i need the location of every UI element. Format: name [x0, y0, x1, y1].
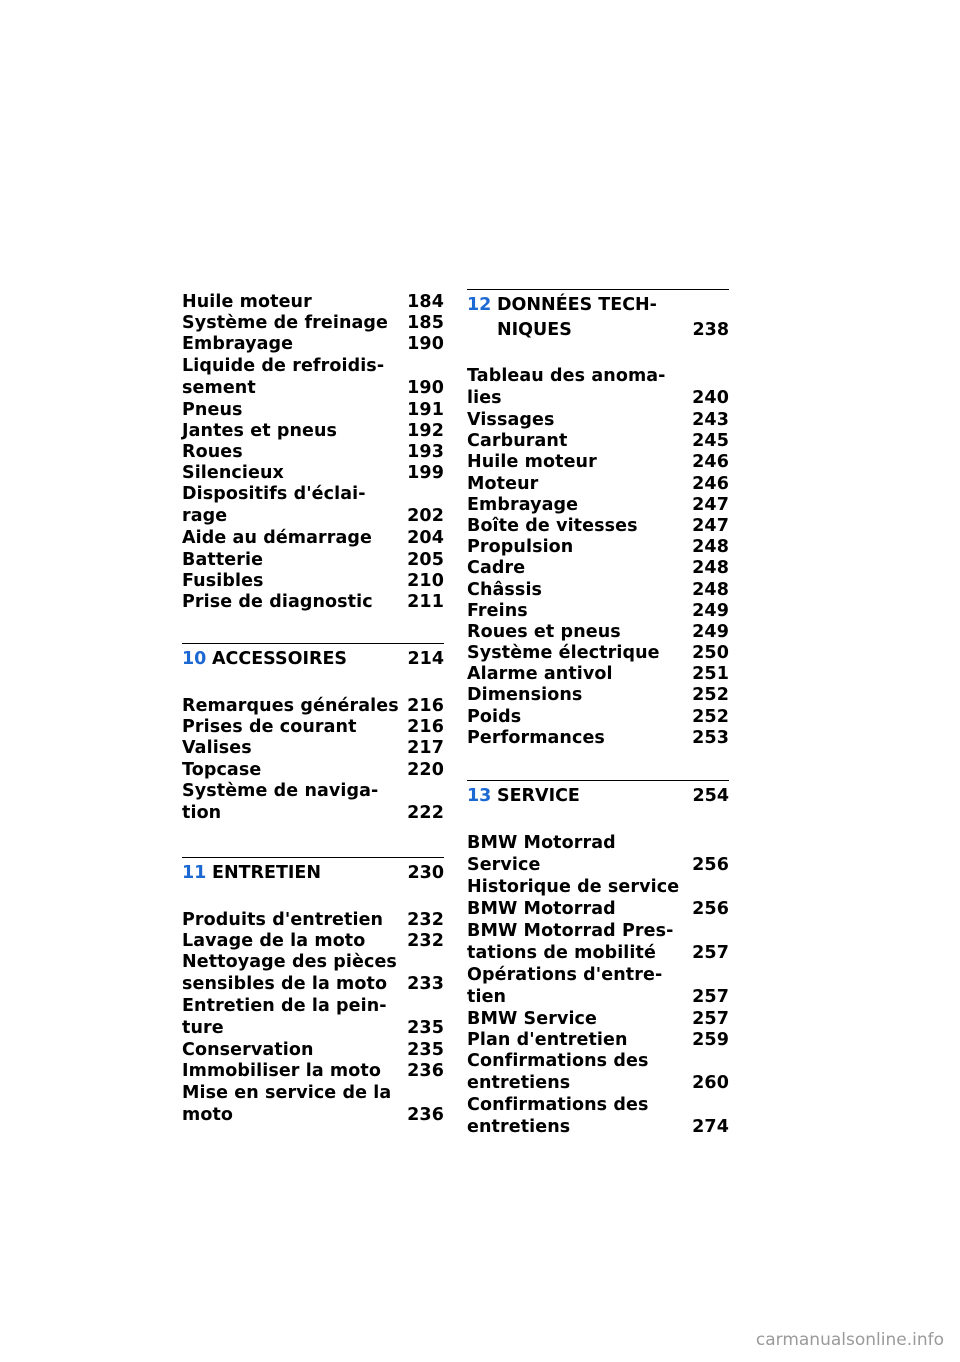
toc-entry[interactable]: [467, 580, 729, 601]
toc-entry[interactable]: [467, 1030, 729, 1051]
toc-entry-page: 252: [692, 685, 729, 706]
toc-entry[interactable]: [182, 781, 444, 825]
toc-entry-title-continued: entretiens: [467, 1117, 571, 1138]
toc-entry-page: 259: [692, 1030, 729, 1051]
toc-entry-title: Nettoyage des pièces: [182, 952, 397, 973]
toc-entry-title: Propulsion: [467, 537, 574, 558]
toc-entry-page: 190: [407, 377, 444, 398]
toc-entry[interactable]: [467, 728, 729, 749]
toc-entry-title-continued: moto: [182, 1104, 234, 1125]
toc-entry[interactable]: [467, 1051, 729, 1095]
toc-entry-title: Plan d'entretien: [467, 1030, 628, 1051]
toc-entry-page: 185: [407, 313, 444, 334]
toc-entry[interactable]: [467, 410, 729, 431]
toc-entry-title: Pneus: [182, 399, 243, 420]
toc-entry-page: 216: [407, 717, 444, 738]
toc-entry-page: 243: [692, 410, 729, 430]
toc-entry[interactable]: [467, 707, 729, 728]
toc-entry-title: Immobiliser la moto: [182, 1061, 381, 1082]
toc-entry[interactable]: [182, 313, 444, 334]
toc-entry[interactable]: [467, 622, 729, 643]
toc-entry[interactable]: [182, 334, 444, 355]
chapter-title: ENTRETIEN: [212, 862, 322, 883]
chapter-title: SERVICE: [497, 786, 580, 806]
toc-entry-page: 233: [407, 974, 444, 995]
toc-entry-page: 248: [692, 558, 729, 579]
toc-entry-title: Poids: [467, 706, 522, 727]
toc-entry-title: Dispositifs d'éclai-: [182, 484, 366, 505]
toc-entry[interactable]: [182, 996, 444, 1040]
toc-entry-page: 205: [407, 549, 444, 570]
toc-entry-page: 211: [407, 591, 444, 612]
toc-entry-title-continued: ture: [182, 1018, 224, 1039]
toc-entry-title: Embrayage: [182, 334, 294, 355]
toc-entry-page: 217: [407, 738, 444, 759]
toc-entry-title-continued: rage: [182, 506, 228, 527]
toc-entry[interactable]: [182, 442, 444, 463]
toc-entry[interactable]: [182, 571, 444, 592]
toc-entry-page: 252: [692, 706, 729, 727]
toc-entry-title-continued: tion: [182, 802, 222, 823]
toc-entry-title: Freins: [467, 600, 528, 621]
toc-entry-title: Prises de courant: [182, 717, 357, 738]
toc-entry-page: 240: [692, 388, 729, 408]
toc-entry[interactable]: [182, 696, 444, 717]
chapter-number: 12: [467, 295, 492, 315]
toc-entry[interactable]: [467, 452, 729, 473]
chapter-page: 230: [407, 862, 444, 883]
toc-entry[interactable]: [467, 495, 729, 516]
toc-right-column: [467, 289, 729, 1139]
toc-entry-page: 256: [692, 855, 729, 875]
chapter-title: DONNÉES TECH-: [497, 295, 657, 315]
toc-entry-title: Alarme antivol: [467, 664, 613, 685]
toc-entry[interactable]: [182, 1083, 444, 1127]
toc-entry[interactable]: [467, 537, 729, 558]
toc-entry-title: Jantes et pneus: [182, 420, 338, 441]
toc-group-left-b: [182, 696, 444, 825]
toc-entry-page: 250: [692, 643, 729, 664]
toc-entry[interactable]: [182, 421, 444, 442]
toc-entry-title: Carburant: [467, 431, 568, 452]
toc-entry[interactable]: [182, 1061, 444, 1082]
toc-entry-page: 245: [692, 431, 729, 452]
toc-entry[interactable]: [182, 738, 444, 759]
toc-entry[interactable]: [182, 952, 444, 996]
toc-entry-title: Lavage de la moto: [182, 931, 366, 951]
chapter-page: 254: [692, 786, 729, 806]
toc-entry-title: Huile moteur: [467, 452, 597, 473]
toc-entry[interactable]: [467, 366, 729, 410]
toc-entry[interactable]: [467, 664, 729, 685]
toc-entry-page: 199: [407, 463, 444, 484]
toc-entry[interactable]: [182, 400, 444, 421]
toc-entry[interactable]: [467, 558, 729, 579]
toc-entry-page: 210: [407, 570, 444, 591]
toc-entry-page: 204: [407, 528, 444, 549]
toc-entry-title-continued: tien: [467, 987, 507, 1007]
toc-entry-title: Système de freinage: [182, 313, 389, 334]
toc-entry-title-continued: tations de mobilité: [467, 943, 656, 963]
toc-entry[interactable]: [467, 877, 729, 921]
toc-entry[interactable]: [467, 1009, 729, 1030]
toc-entry-page: 253: [692, 727, 729, 748]
chapter-heading-13[interactable]: [467, 780, 729, 833]
toc-entry-title: Fusibles: [182, 570, 264, 591]
chapter-title: ACCESSOIRES: [212, 649, 348, 670]
toc-entry-title-continued: sensibles de la moto: [182, 974, 388, 995]
toc-entry-page: 249: [692, 600, 729, 621]
toc-entry-page: 256: [692, 899, 729, 919]
toc-entry[interactable]: [467, 474, 729, 495]
toc-group-left-a: [182, 292, 444, 613]
toc-entry-title: Remarques générales: [182, 696, 399, 717]
toc-entry[interactable]: [182, 463, 444, 484]
toc-entry-title-continued: entretiens: [467, 1073, 571, 1094]
toc-entry-title-continued: sement: [182, 377, 256, 398]
toc-entry-title: Mise en service de la: [182, 1082, 392, 1103]
toc-left-column: [182, 292, 444, 1127]
toc-entry[interactable]: [182, 484, 444, 528]
toc-entry[interactable]: [467, 833, 729, 877]
watermark: carmanualsonline.info: [755, 1330, 944, 1350]
toc-entry[interactable]: [182, 910, 444, 931]
chapter-number: 11: [182, 862, 207, 883]
toc-entry[interactable]: [182, 760, 444, 781]
toc-entry[interactable]: [182, 528, 444, 549]
toc-entry[interactable]: [182, 292, 444, 313]
toc-entry-title: Topcase: [182, 759, 262, 780]
chapter-page: 238: [692, 320, 729, 340]
toc-group-right-b: [467, 833, 729, 1139]
toc-entry-title: Performances: [467, 727, 605, 748]
toc-entry-title: Confirmations des: [467, 1095, 649, 1116]
toc-entry-page: 246: [692, 452, 729, 473]
toc-entry-page: 249: [692, 621, 729, 642]
toc-entry-title: BMW Motorrad: [467, 833, 616, 853]
toc-entry-page: 257: [692, 1009, 729, 1029]
toc-entry[interactable]: [182, 592, 444, 613]
chapter-heading-10[interactable]: [182, 643, 444, 696]
toc-entry-page: 247: [692, 515, 729, 536]
toc-group-right-a: [467, 366, 729, 749]
toc-entry-page: 232: [407, 909, 444, 930]
toc-entry-page: 202: [407, 506, 444, 527]
toc-entry-title: Cadre: [467, 558, 526, 579]
chapter-page: 214: [407, 649, 444, 670]
toc-entry[interactable]: [467, 643, 729, 664]
toc-entry-page: 191: [407, 399, 444, 420]
toc-entry-title: Châssis: [467, 579, 543, 600]
toc-entry-title: BMW Motorrad Pres-: [467, 921, 674, 941]
toc-entry-page: 190: [407, 334, 444, 355]
toc-entry[interactable]: [467, 921, 729, 965]
chapter-number: 13: [467, 786, 492, 806]
toc-entry-title-continued: Service: [467, 855, 541, 875]
toc-entry-page: 184: [407, 292, 444, 312]
toc-entry-title: Dimensions: [467, 685, 583, 706]
toc-entry-title: BMW Service: [467, 1009, 598, 1029]
toc-entry-title: Entretien de la pein-: [182, 996, 387, 1017]
toc-entry-title: Historique de service: [467, 877, 680, 897]
toc-entry[interactable]: [467, 965, 729, 1009]
toc-entry[interactable]: [182, 931, 444, 952]
toc-entry-title: Tableau des anoma-: [467, 366, 666, 386]
toc-entry[interactable]: [182, 356, 444, 400]
toc-entry-page: 232: [407, 931, 444, 951]
toc-entry-title: Valises: [182, 738, 252, 759]
toc-entry-page: 192: [407, 420, 444, 441]
toc-entry[interactable]: [182, 717, 444, 738]
toc-entry-page: 248: [692, 579, 729, 600]
toc-entry-page: 251: [692, 664, 729, 685]
toc-entry-page: 235: [407, 1040, 444, 1061]
toc-entry-title: Roues et pneus: [467, 621, 621, 642]
toc-entry-page: 247: [692, 494, 729, 515]
toc-entry-title: Système de naviga-: [182, 780, 379, 801]
toc-entry[interactable]: [467, 516, 729, 537]
toc-entry-page: 220: [407, 759, 444, 780]
chapter-title-continued: NIQUES: [497, 320, 572, 340]
toc-entry-title: Aide au démarrage: [182, 528, 372, 549]
toc-entry-title: Huile moteur: [182, 292, 312, 312]
toc-entry-title: Embrayage: [467, 494, 579, 515]
chapter-number: 10: [182, 649, 207, 670]
toc-entry-title-continued: BMW Motorrad: [467, 899, 616, 919]
toc-entry[interactable]: [467, 685, 729, 706]
toc-entry-page: 193: [407, 441, 444, 462]
toc-entry-page: 222: [407, 802, 444, 823]
toc-entry-title: Batterie: [182, 549, 264, 570]
toc-entry-page: 274: [692, 1117, 729, 1138]
toc-entry-title-continued: lies: [467, 388, 502, 408]
toc-entry-page: 235: [407, 1018, 444, 1039]
toc-entry-page: 257: [692, 987, 729, 1007]
toc-entry-title: Silencieux: [182, 463, 284, 484]
toc-entry-page: 236: [407, 1061, 444, 1082]
toc-entry-title: Prise de diagnostic: [182, 591, 373, 612]
toc-entry-page: 248: [692, 537, 729, 558]
toc-entry-title: Opérations d'entre-: [467, 965, 663, 985]
toc-entry-title: Conservation: [182, 1040, 314, 1061]
toc-entry[interactable]: [467, 601, 729, 622]
toc-entry-title: Roues: [182, 441, 243, 462]
toc-group-left-c: [182, 910, 444, 1127]
toc-entry-title: Vissages: [467, 410, 555, 430]
toc-entry-title: Système électrique: [467, 643, 660, 664]
toc-entry-page: 216: [407, 696, 444, 717]
toc-entry[interactable]: [467, 1095, 729, 1139]
toc-entry-title: Moteur: [467, 473, 539, 494]
toc-entry-title: Produits d'entretien: [182, 909, 384, 930]
toc-entry-title: Boîte de vitesses: [467, 515, 638, 536]
toc-entry-page: 246: [692, 473, 729, 494]
toc-entry[interactable]: [182, 1040, 444, 1061]
toc-entry-page: 236: [407, 1104, 444, 1125]
chapter-heading-12[interactable]: [467, 289, 729, 366]
toc-entry[interactable]: [182, 550, 444, 571]
toc-entry[interactable]: [467, 431, 729, 452]
toc-entry-page: 260: [692, 1073, 729, 1094]
toc-entry-page: 257: [692, 943, 729, 963]
toc-entry-title: Liquide de refroidis-: [182, 355, 385, 376]
chapter-heading-11[interactable]: [182, 857, 444, 910]
toc-entry-title: Confirmations des: [467, 1051, 649, 1072]
